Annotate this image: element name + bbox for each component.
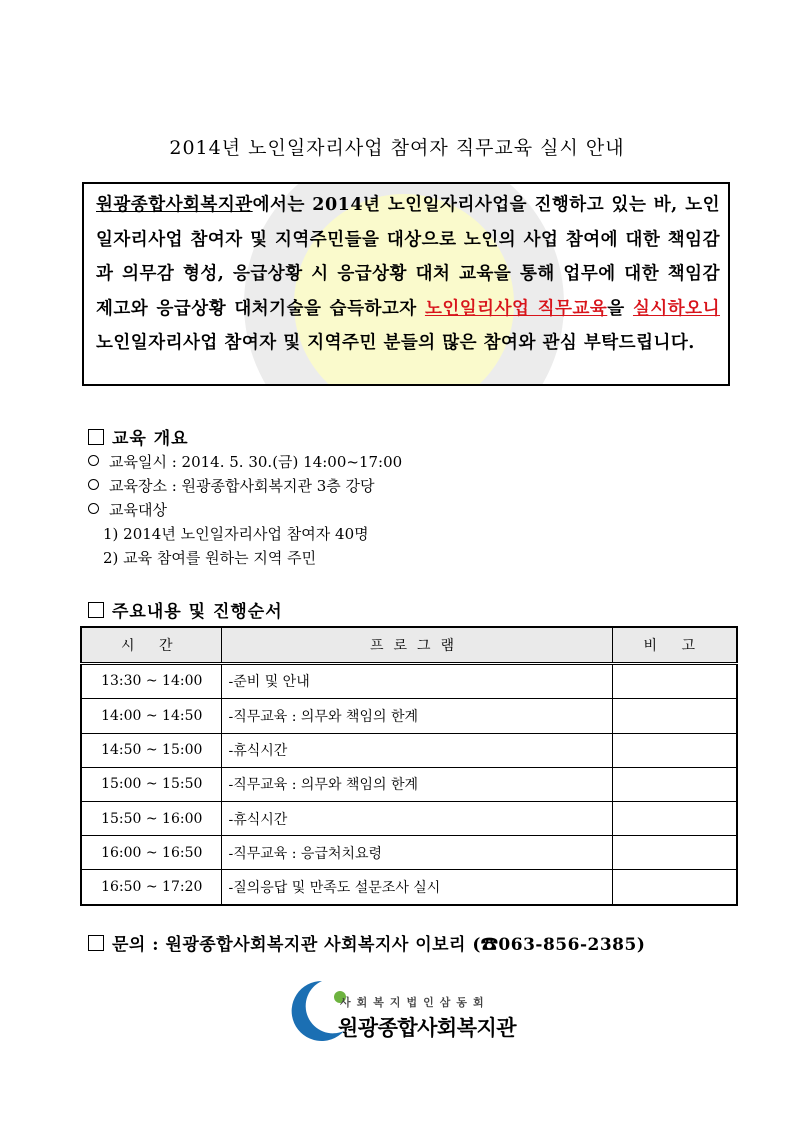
logo-subtitle: 사회복지법인삼동회 xyxy=(340,996,490,1009)
row-time: 13:30 ~ 14:00 xyxy=(81,663,222,699)
overview-place xyxy=(88,475,375,496)
row-program: -휴식시간 xyxy=(222,802,612,836)
row-program: -준비 및 안내 xyxy=(222,663,612,699)
square-bullet-icon xyxy=(88,935,104,951)
table-row xyxy=(81,767,737,801)
schedule-table xyxy=(80,626,738,906)
schedule-heading xyxy=(88,597,283,622)
table-row xyxy=(81,699,737,733)
row-note xyxy=(612,802,737,836)
row-time: 16:50 ~ 17:20 xyxy=(81,870,222,905)
intro-text-2: 을 xyxy=(607,298,633,319)
row-time: 14:00 ~ 14:50 xyxy=(81,699,222,733)
table-row xyxy=(81,663,737,699)
row-time: 16:00 ~ 16:50 xyxy=(81,836,222,870)
org-name: 원광종합사회복지관 xyxy=(96,195,253,215)
table-row xyxy=(81,733,737,767)
header-time: 시 간 xyxy=(81,627,222,663)
intro-paragraph xyxy=(84,184,728,361)
header-note: 비 고 xyxy=(612,627,737,663)
square-bullet-icon xyxy=(88,429,104,445)
square-bullet-icon xyxy=(88,602,104,618)
intro-text-1: 에서는 2014년 노인일자리사업을 진행하고 있는 바, 노인일자리사업 참여자 및 지역주민들을 대상으로 노인의 사업 참여에 대한 책임감과 의무감 형성, 응급상황 시 응급상황 대처 교육을 통해 업무에 대한 책임감 제고와 응급상황 대처기술을 습득하고자 xyxy=(96,195,720,319)
row-note xyxy=(612,663,737,699)
circle-bullet-icon xyxy=(88,503,99,514)
overview-date xyxy=(88,451,402,472)
circle-bullet-icon xyxy=(88,479,99,490)
highlight-action: 실시하오니 xyxy=(632,298,720,319)
row-program: -직무교육 : 응급처치요령 xyxy=(222,836,612,870)
row-note xyxy=(612,767,737,801)
overview-heading-text: 교육 개요 xyxy=(112,429,189,449)
contact-text: 문의 : 원광종합사회복지관 사회복지사 이보리 (☎063-856-2385) xyxy=(112,935,646,955)
target-item-2: 2) 교육 참여를 원하는 지역 주민 xyxy=(103,549,317,567)
row-note xyxy=(612,699,737,733)
intro-box xyxy=(82,182,730,386)
intro-text-3: 노인일자리사업 참여자 및 지역주민 분들의 많은 참여와 관심 부탁드립니다. xyxy=(96,333,695,353)
table-row xyxy=(81,870,737,905)
contact-line xyxy=(88,930,645,955)
overview-target-text: 교육대상 xyxy=(109,501,167,519)
target-item-1: 1) 2014년 노인일자리사업 참여자 40명 xyxy=(103,525,369,543)
header-program: 프로그램 xyxy=(222,627,612,663)
table-row xyxy=(81,802,737,836)
row-note xyxy=(612,733,737,767)
row-note xyxy=(612,836,737,870)
row-note xyxy=(612,870,737,905)
overview-date-text: 교육일시 : 2014. 5. 30.(금) 14:00~17:00 xyxy=(109,453,403,471)
logo-name: 원광종합사회복지관 xyxy=(338,1016,517,1040)
row-program: -질의응답 및 만족도 설문조사 실시 xyxy=(222,870,612,905)
row-program: -휴식시간 xyxy=(222,733,612,767)
row-time: 15:50 ~ 16:00 xyxy=(81,802,222,836)
page-title: 2014년 노인일자리사업 참여자 직무교육 실시 안내 xyxy=(169,137,625,159)
overview-target xyxy=(88,499,167,520)
highlight-program: 노인일리사업 직무교육 xyxy=(424,298,608,319)
table-header-row xyxy=(81,627,737,663)
overview-place-text: 교육장소 : 원광종합사회복지관 3층 강당 xyxy=(109,477,375,495)
circle-bullet-icon xyxy=(88,455,99,466)
schedule-heading-text: 주요내용 및 진행순서 xyxy=(112,602,283,622)
row-program: -직무교육 : 의무와 책임의 한계 xyxy=(222,699,612,733)
table-row xyxy=(81,836,737,870)
overview-heading xyxy=(88,424,189,449)
row-time: 14:50 ~ 15:00 xyxy=(81,733,222,767)
row-time: 15:00 ~ 15:50 xyxy=(81,767,222,801)
row-program: -직무교육 : 의무와 책임의 한계 xyxy=(222,767,612,801)
